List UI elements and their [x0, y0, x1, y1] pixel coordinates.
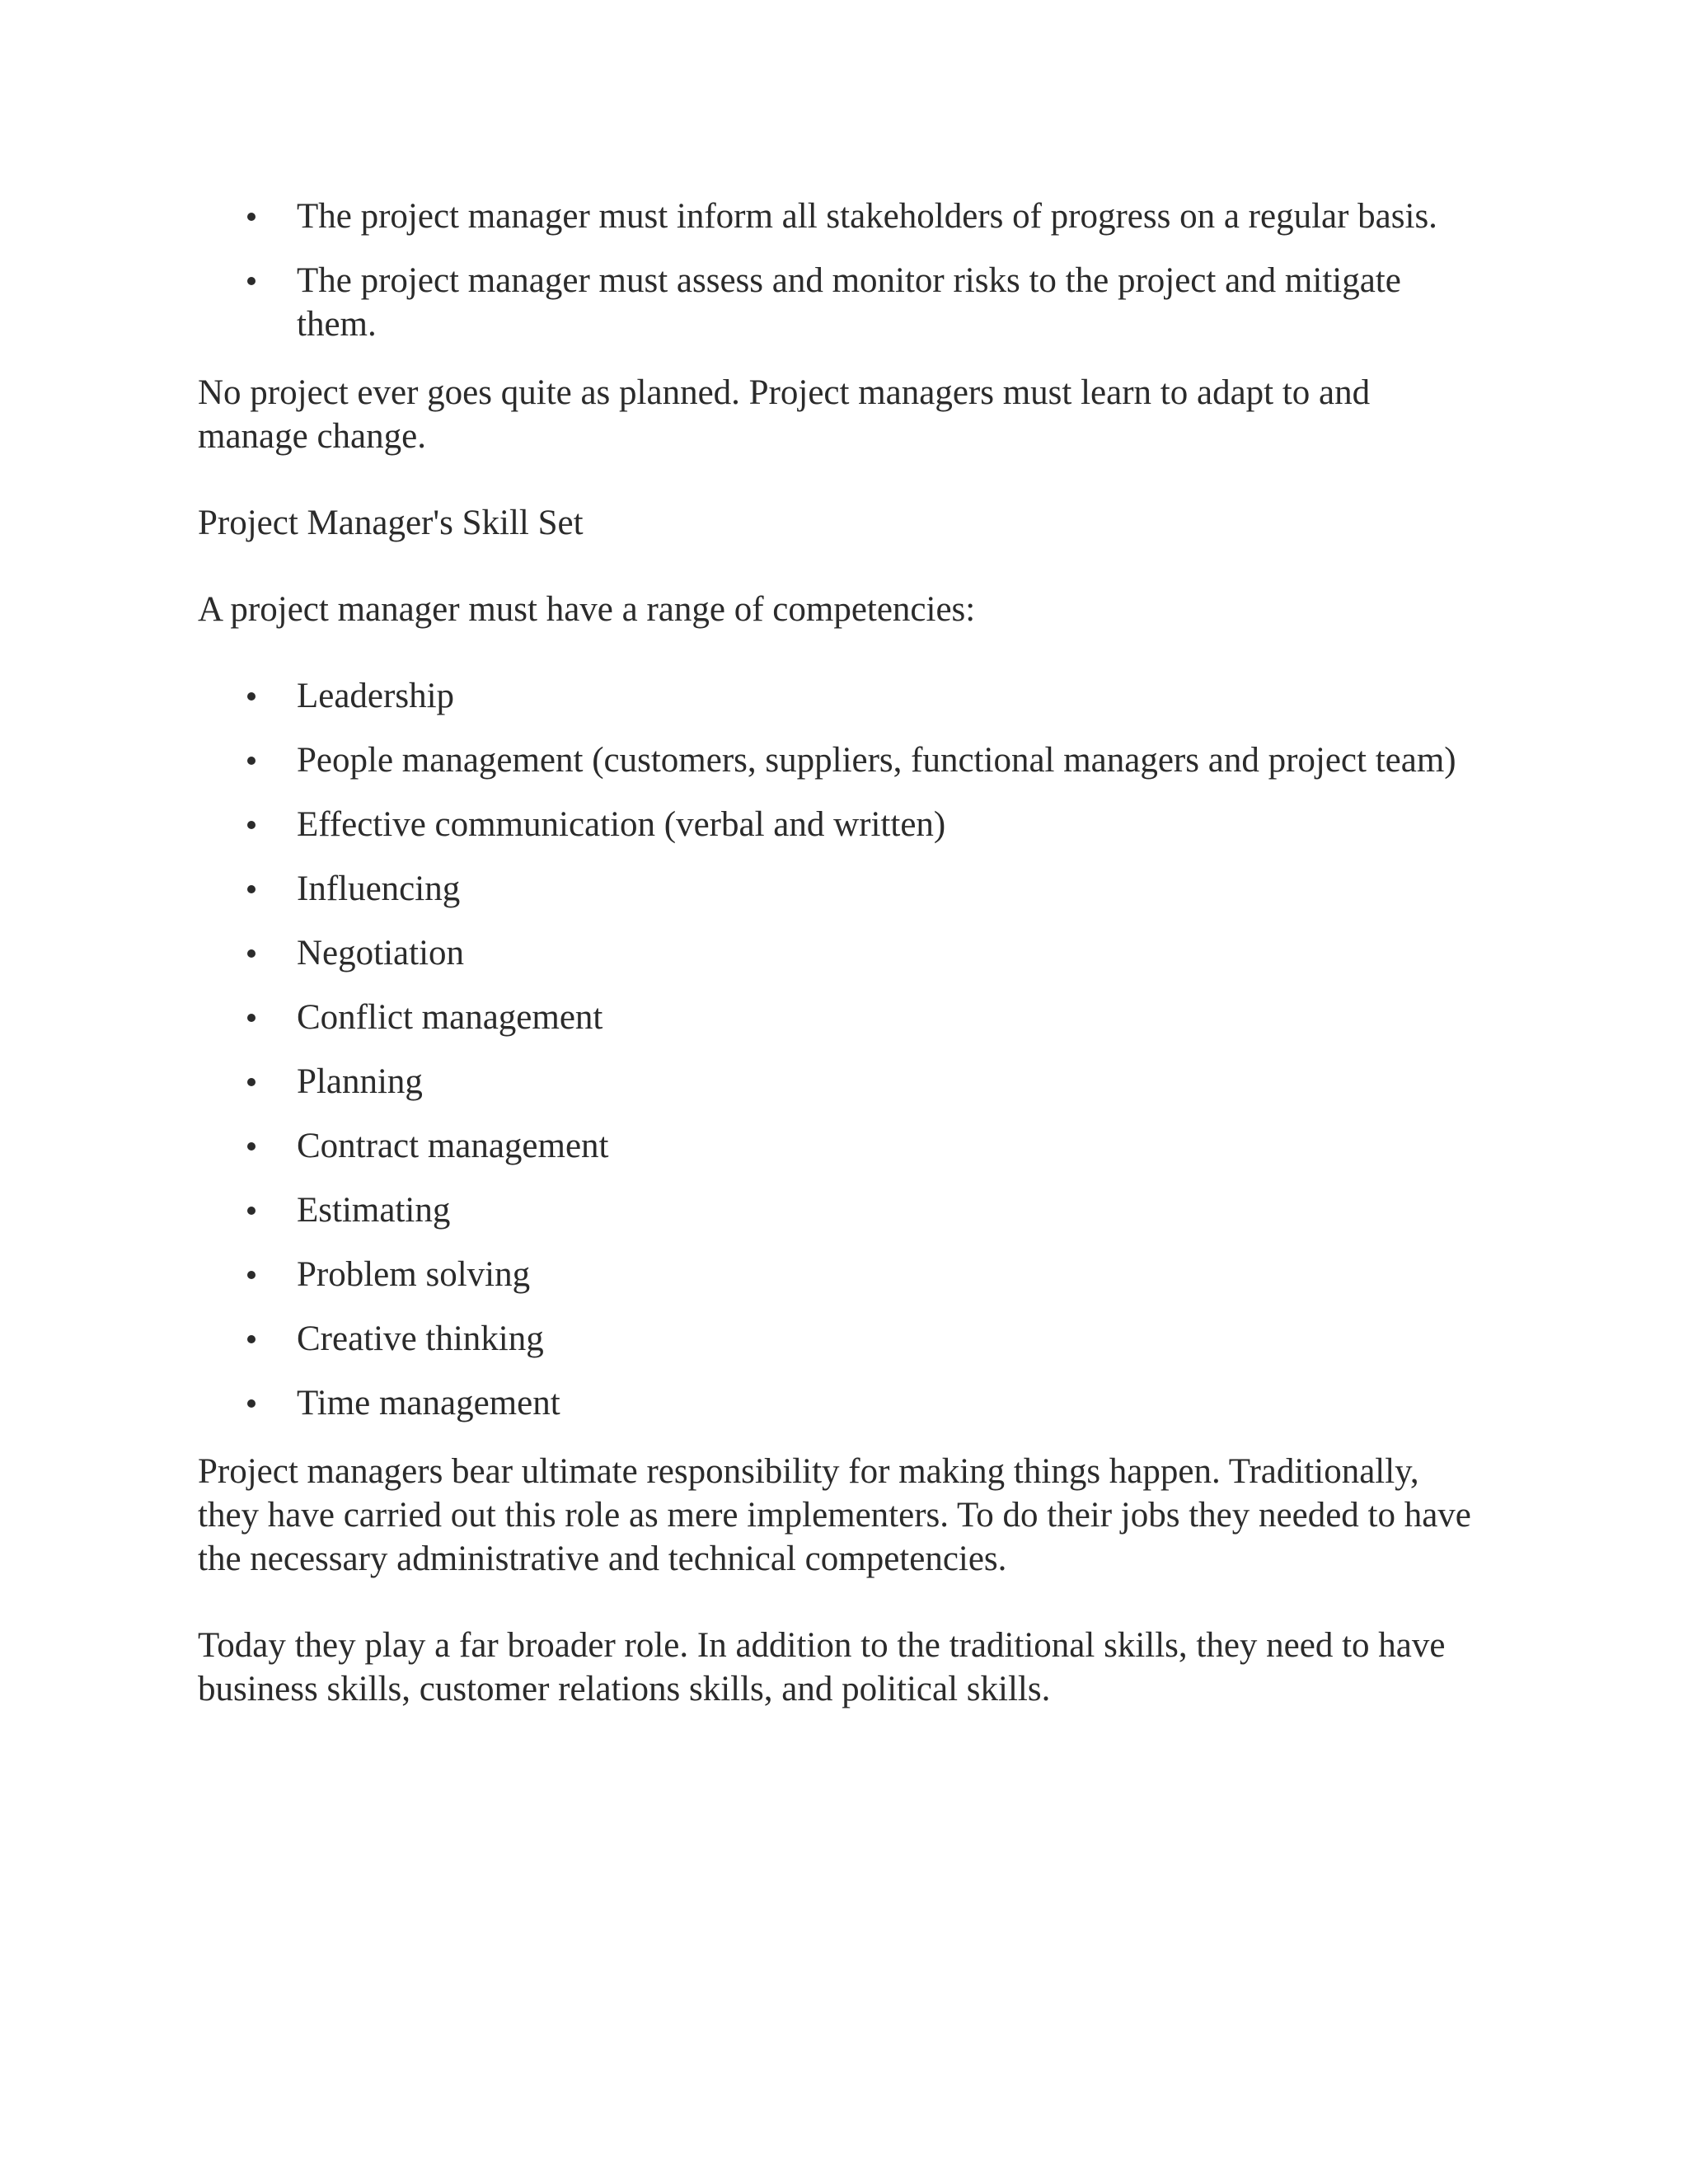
list-item [198, 1253, 1484, 1296]
list-item-text: People management (customers, suppliers, functional managers and project team) [297, 741, 1456, 780]
list-item-text: Planning [297, 1062, 423, 1101]
list-item-text: Creative thinking [297, 1319, 544, 1358]
list-item [198, 867, 1484, 911]
list-item-text: Estimating [297, 1191, 451, 1230]
list-item-text: Influencing [297, 869, 461, 908]
list-item-text: The project manager must inform all stakeholders of progress on a regular basis. [297, 197, 1437, 236]
bullet-icon [247, 1060, 272, 1104]
list-item-text: Contract management [297, 1127, 609, 1165]
bullet-icon [247, 1253, 272, 1296]
list-item [198, 1060, 1484, 1104]
list-item [198, 996, 1484, 1039]
document-body [198, 194, 1484, 1754]
list-item-text: Effective communication (verbal and written) [297, 805, 946, 844]
change-paragraph: No project ever goes quite as planned. Project managers must learn to adapt to and manage change. [198, 373, 1371, 456]
today-paragraph: Today they play a far broader role. In addition to the traditional skills, they need to have business skills, customer relations skills, and political skills. [198, 1626, 1446, 1708]
bullet-icon [247, 1317, 272, 1361]
list-item [198, 1188, 1484, 1232]
list-item [198, 259, 1484, 346]
list-item [198, 1124, 1484, 1168]
bullet-icon [247, 803, 272, 846]
bullet-icon [247, 1381, 272, 1425]
list-item-text: Leadership [297, 677, 455, 715]
bullet-icon [247, 1124, 272, 1168]
list-item [198, 803, 1484, 846]
list-item [198, 1381, 1484, 1425]
bullet-icon [247, 867, 272, 911]
list-item [198, 674, 1484, 718]
bullet-icon [247, 1188, 272, 1232]
list-item [198, 931, 1484, 975]
stakeholder-bullet-list [198, 194, 1484, 346]
bullet-icon [247, 674, 272, 718]
skills-intro-paragraph: A project manager must have a range of competencies: [198, 590, 976, 629]
list-item-text: Conflict management [297, 998, 603, 1037]
list-item-text: Negotiation [297, 934, 465, 972]
bullet-icon [247, 996, 272, 1039]
list-item-text: Problem solving [297, 1255, 531, 1294]
list-item-text: Time management [297, 1384, 560, 1422]
bullet-icon [247, 931, 272, 975]
list-item [198, 1317, 1484, 1361]
bullet-icon [247, 259, 272, 302]
responsibility-paragraph: Project managers bear ultimate responsibility for making things happen. Traditionally, they have carried out this role as mere implementers. To do their jobs they needed to have the necessary administrative and technical competencies. [198, 1452, 1471, 1578]
section-heading: Project Manager's Skill Set [198, 504, 584, 542]
bullet-icon [247, 738, 272, 782]
skills-bullet-list [198, 674, 1484, 1425]
bullet-icon [247, 194, 272, 238]
list-item-text: The project manager must assess and monitor risks to the project and mitigate them. [297, 261, 1401, 344]
list-item [198, 738, 1484, 782]
list-item [198, 194, 1484, 238]
